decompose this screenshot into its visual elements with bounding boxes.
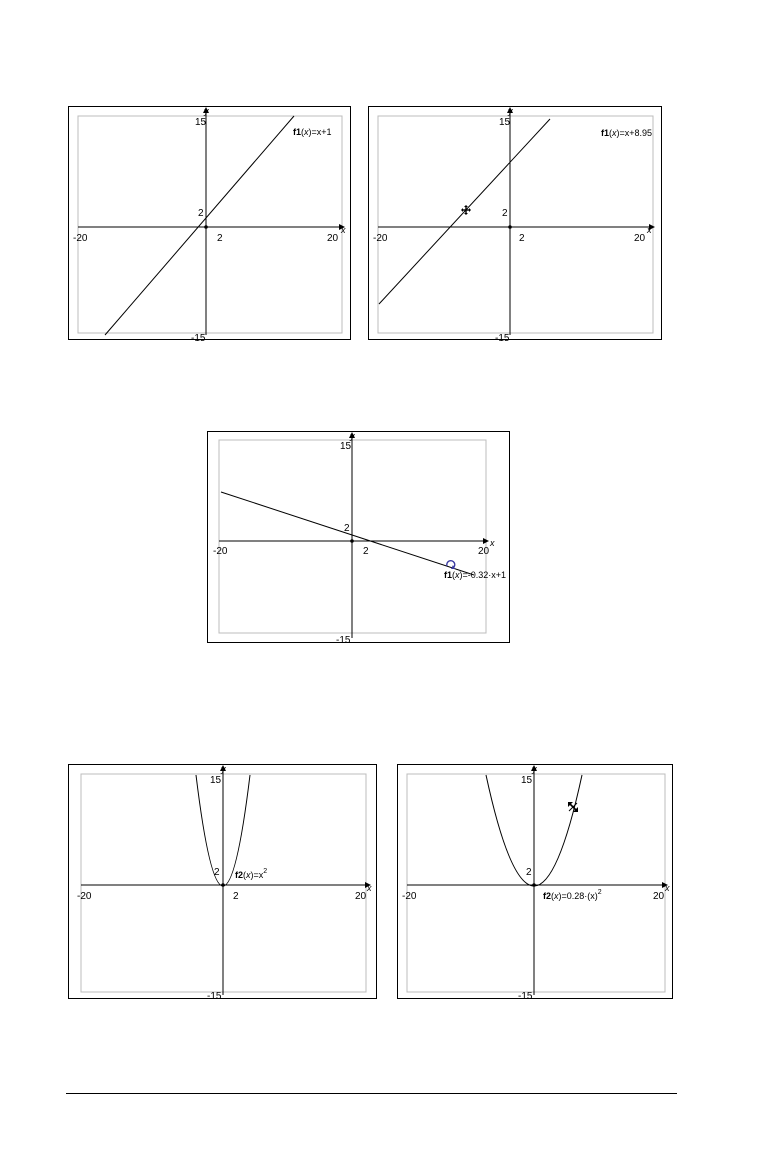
x-max-label: 20: [355, 891, 367, 902]
y-min-label: -15: [336, 635, 351, 644]
x-max-label: 20: [327, 233, 339, 244]
x-axis-name: x: [341, 225, 346, 235]
x-min-label: -20: [373, 233, 388, 244]
y-axis-name: y: [508, 107, 513, 116]
x-axis-name: x: [665, 883, 670, 893]
graph-canvas-2[interactable]: [369, 107, 663, 341]
x-min-label: -20: [77, 891, 92, 902]
graph-panel-2: [368, 106, 662, 340]
x-max-label: 20: [478, 546, 490, 557]
graph-canvas-1[interactable]: [69, 107, 352, 341]
y-max-label: 15: [340, 441, 352, 452]
function-label[interactable]: f1(x)=-0.32·x+1: [444, 570, 507, 580]
graph-panel-4: [68, 764, 377, 999]
graph-canvas-5[interactable]: [398, 765, 674, 1000]
x-min-label: -20: [213, 546, 228, 557]
y-axis-name: y: [350, 432, 355, 441]
origin-point: [204, 225, 208, 229]
x-max-label: 20: [653, 891, 665, 902]
x-axis-name: x: [367, 883, 372, 893]
plot-frame: [78, 116, 342, 333]
y-axis-name: y: [204, 107, 209, 116]
graph-panel-3: [207, 431, 510, 643]
plot-frame: [407, 774, 665, 992]
function-label[interactable]: $f2(x)=x^2$: [235, 868, 268, 880]
y-min-label: -15: [191, 333, 206, 341]
x-max-label: 20: [634, 233, 646, 244]
y-max-label: 15: [499, 117, 511, 128]
y-max-label: 15: [210, 775, 222, 786]
y-tick-label: 2: [502, 208, 508, 219]
y-tick-label: 2: [526, 867, 532, 878]
x-tick-label: 2: [217, 233, 223, 244]
y-axis-name: y: [532, 765, 537, 774]
graph-canvas-3[interactable]: [208, 432, 511, 644]
x-min-label: -20: [402, 891, 417, 902]
y-tick-label: 2: [198, 208, 204, 219]
graph-panel-1: [68, 106, 351, 340]
function-label[interactable]: f1(x)=x+1: [293, 127, 332, 137]
x-tick-label: 2: [233, 891, 239, 902]
origin-point: [350, 539, 354, 543]
y-tick-label: 2: [214, 867, 220, 878]
y-max-label: 15: [195, 117, 207, 128]
y-tick-label: 2: [344, 523, 350, 534]
function-label[interactable]: $f2(x)=0.28\cdot(x)^2$: [543, 889, 602, 901]
graph-line[interactable]: [379, 119, 550, 304]
graph-canvas-4[interactable]: [69, 765, 378, 1000]
function-label[interactable]: f1(x)=x+8.95: [601, 128, 653, 138]
x-min-label: -20: [73, 233, 88, 244]
x-axis-name: x: [647, 225, 652, 235]
x-axis-name: x: [490, 538, 495, 548]
graph-panel-5: [397, 764, 673, 999]
stretch-icon[interactable]: [568, 802, 578, 812]
footer-rule: [66, 1093, 677, 1094]
y-axis-name: y: [221, 765, 226, 774]
x-tick-label: 2: [519, 233, 525, 244]
graph-line[interactable]: [105, 116, 294, 335]
y-min-label: -15: [495, 333, 510, 341]
origin-point: [508, 225, 512, 229]
y-min-label: -15: [518, 991, 533, 1000]
x-tick-label: 2: [363, 546, 369, 557]
y-max-label: 15: [521, 775, 533, 786]
plot-frame: [378, 116, 653, 333]
y-min-label: -15: [207, 991, 222, 1000]
